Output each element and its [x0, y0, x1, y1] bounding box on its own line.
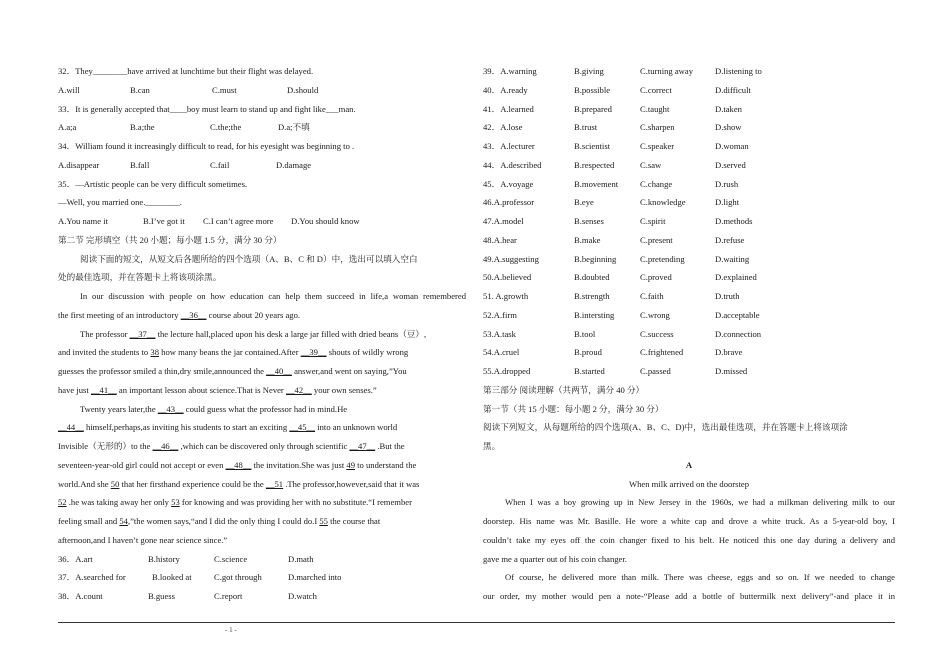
option: B.make: [574, 234, 601, 245]
blank-41: __41__: [90, 384, 117, 395]
option: D.rush: [715, 178, 739, 189]
question-options-row: [483, 175, 895, 194]
question-options-row: [483, 268, 895, 287]
passage-line: Twenty years later,the __43__ could guess what the professor had in mind.He: [80, 403, 348, 414]
option: B.fall: [130, 159, 150, 170]
passage-line: Invisible（无形的）to the __46__ ,which can be discovered only through scientific __47__ .But the: [58, 441, 405, 451]
option: D.served: [715, 159, 746, 170]
question-33-options: [58, 118, 466, 137]
option: C.frightened: [640, 347, 684, 358]
blank-40: __40__: [266, 366, 292, 376]
option: D.methods: [715, 216, 753, 226]
option: 36．A.art: [58, 553, 93, 564]
option: C.I can’t agree more: [203, 216, 274, 226]
option: C.passed: [640, 366, 671, 376]
option: D.light: [715, 197, 740, 208]
option: A.a;a: [58, 122, 77, 133]
question-35-options: [58, 212, 466, 231]
option: 53.A.task: [483, 328, 516, 339]
option: D.difficult: [715, 84, 751, 95]
option: 52.A.firm: [483, 309, 517, 320]
option: C.sharpen: [640, 122, 675, 133]
option: D.explained: [715, 272, 757, 283]
option: D.taken: [715, 103, 742, 114]
reading-line: our order, my mother would pen a note-“Please add a bottle of buttermilk next delivery”-and place it in: [483, 591, 895, 601]
option: C.knowledge: [640, 197, 686, 208]
question-34-options: [58, 156, 466, 175]
blank-44: __44__: [58, 422, 84, 433]
option: D.show: [715, 122, 742, 133]
passage-line: the first meeting of an introductory __36__ course about 20 years ago.: [58, 309, 301, 320]
option: D.should: [287, 84, 319, 95]
option: B.intersting: [574, 309, 615, 320]
blank-54: 54: [119, 516, 128, 526]
question-37-options: [58, 568, 466, 587]
blank-55: 55: [319, 516, 328, 526]
passage-line: feeling small and 54,”the women says,“and I did the only thing I could do.I 55 the course that: [58, 516, 381, 526]
option: B.senses: [574, 216, 604, 226]
question-35: 35．—Artistic people can be very difficult sometimes.: [58, 178, 248, 189]
question-options-row: [483, 325, 895, 344]
passage-letter: A: [685, 459, 693, 470]
option: C.spirit: [640, 216, 666, 226]
section-title: 第一节（共 15 小题：每小题 2 分，满分 30 分）: [483, 403, 664, 414]
option: B.strength: [574, 291, 610, 301]
option: 49.A.suggesting: [483, 253, 539, 264]
option: D.You should know: [291, 216, 360, 226]
blank-36: __36__: [180, 309, 207, 320]
option: 43．A.lecturer: [483, 141, 535, 151]
blank-53: 53: [171, 497, 180, 508]
option: C.the;the: [210, 122, 242, 133]
option: 42．A.lose: [483, 122, 523, 133]
question-options-row: [483, 287, 895, 306]
option: C.taught: [640, 103, 670, 114]
passage-line: guesses the professor smiled a thin,dry smile,announced the __40__ answer,and went on saying,”You: [58, 366, 407, 376]
option: A.will: [58, 84, 80, 95]
option: B.proud: [574, 347, 602, 358]
option: 46.A.professor: [483, 197, 535, 208]
question-38-options: [58, 587, 466, 606]
option: B.can: [130, 84, 150, 95]
question-32: 32．They________have arrived at lunchtime but their flight was delayed.: [58, 66, 314, 76]
passage-title: When milk arrived on the doorstep: [628, 478, 750, 489]
option: C.proved: [640, 272, 672, 283]
option: D.watch: [288, 591, 317, 601]
question-options-row: [483, 118, 895, 137]
section-title: 第二节 完形填空（共 20 小题；每小题 1.5 分，满分 30 分）: [58, 234, 282, 245]
option: 47.A.model: [483, 216, 524, 226]
question-options-row: [483, 81, 895, 100]
option: D.brave: [715, 347, 743, 358]
question-34: 34．William found it increasingly difficult to read, for his eyesight was beginning to .: [58, 141, 355, 151]
blank-43: __43__: [157, 403, 184, 414]
option: C.got through: [214, 572, 262, 583]
right-column: [483, 62, 895, 606]
option: A.You name it: [58, 216, 108, 226]
option: B.looked at: [152, 572, 192, 583]
blank-51: __51: [265, 478, 284, 489]
option: D.a;不填: [278, 122, 310, 133]
option: B.started: [574, 366, 605, 376]
passage-line: __44__ himself,perhaps,as inviting his students to start an exciting __45__ into an unknown world: [58, 422, 398, 433]
passage-line: 52 .he was taking away her only 53 for knowing and was providing her with no substitute.“I remember: [58, 497, 412, 508]
option: D.connection: [715, 328, 762, 339]
options-list: [483, 62, 895, 381]
reading-line: couldn’t take my eyes off the coin changer fixed to his belt. He noticed this one day during a delivery and: [483, 534, 895, 545]
page-number: - 1 -: [225, 626, 237, 634]
question-options-row: [483, 212, 895, 231]
option: 41．A.learned: [483, 103, 534, 114]
option: D.waiting: [715, 253, 750, 264]
option: C.speaker: [640, 141, 675, 151]
option: D.math: [288, 553, 314, 564]
passage-line: In our discussion with people on how education can help them succeed in life,a woman remembered: [80, 291, 466, 301]
question-options-row: [483, 137, 895, 156]
blank-38: 38: [150, 347, 159, 358]
section-instructions: 阅读下列短文，从每题所给的四个选项(A、B、C、D)中，选出最佳选项，并在答题卡上将该项涂: [483, 422, 848, 433]
blank-45: __45__: [289, 422, 316, 433]
question-options-row: [483, 250, 895, 269]
reading-line: doorstep. His name was Mr. Basille. He wore a white cap and drove a white truck. As a 5-year-old boy, I: [483, 516, 895, 526]
reading-line: When I was a boy growing up in New Jersey in the 1960s, we had a milkman delivering milk to our: [505, 497, 895, 508]
question-36-options: [58, 550, 466, 569]
question-options-row: [483, 62, 895, 81]
question-options-row: [483, 231, 895, 250]
blank-37: __37__: [129, 328, 156, 339]
blank-39: __39__: [300, 347, 327, 358]
reading-line: gave me a quarter out of his coin changer.: [483, 553, 627, 564]
passage-line: and invited the students to 38 how many beans the jar contained.After __39__ shouts of wildly wrong: [58, 347, 409, 358]
option: 38．A.count: [58, 591, 103, 601]
passage-line: have just __41__ an important lesson about science.That is Never __42__ your own senses.”: [58, 384, 377, 395]
reading-line: Of course, he delivered more than milk. There was cheese, eggs and so on. If we needed to change: [505, 572, 895, 583]
option: 37．A.searched for: [58, 572, 126, 583]
option: C.change: [640, 178, 673, 189]
option: B.doubted: [574, 272, 610, 283]
option: 54.A.cruel: [483, 347, 520, 358]
option: 50.A.believed: [483, 272, 532, 283]
option: D.truth: [715, 291, 740, 301]
option: C.success: [640, 328, 674, 339]
option: C.present: [640, 234, 673, 245]
option: 51. A.growth: [483, 291, 529, 301]
option: B.trust: [574, 122, 598, 133]
option: 39．A.warning: [483, 66, 537, 76]
blank-49: 49: [346, 459, 355, 470]
option: C.science: [214, 553, 248, 564]
option: B.giving: [574, 66, 604, 76]
option: 45．A.voyage: [483, 178, 534, 189]
option: D.missed: [715, 366, 748, 376]
option: B.tool: [574, 328, 596, 339]
section-instructions: 处的最佳选项，并在答题卡上将该项涂黑。: [58, 272, 222, 283]
option: C.saw: [640, 159, 662, 170]
blank-52: 52: [58, 497, 67, 508]
option: B.beginning: [574, 253, 617, 264]
question-33: 33．It is generally accepted that____boy must learn to stand up and fight like___man.: [58, 103, 356, 114]
option: B.movement: [574, 178, 619, 189]
blank-48: __48__: [225, 459, 252, 470]
option: 44．A.described: [483, 159, 542, 170]
option: C.faith: [640, 291, 664, 301]
option: B.prepared: [574, 103, 612, 114]
option: C.pretending: [640, 253, 685, 264]
question-options-row: [483, 362, 895, 381]
option: C.wrong: [640, 309, 670, 320]
question-options-row: [483, 100, 895, 119]
option: 40．A.ready: [483, 84, 528, 95]
option: B.possible: [574, 84, 611, 95]
blank-46: __46__: [152, 441, 179, 451]
question-35-dialogue: —Well, you married one.________.: [58, 197, 182, 208]
option: B.a;the: [130, 122, 155, 133]
option: B.guess: [148, 591, 175, 601]
option: C.turning away: [640, 66, 693, 76]
question-32-options: [58, 81, 466, 100]
option: C.report: [214, 591, 243, 601]
option: B.history: [148, 553, 180, 564]
option: B.respected: [574, 159, 615, 170]
left-column: [58, 62, 466, 606]
option: D.damage: [276, 159, 312, 170]
option: D.acceptable: [715, 309, 760, 320]
question-options-row: [483, 193, 895, 212]
question-options-row: [483, 343, 895, 362]
section-instructions: 黑。: [483, 441, 501, 451]
option: C.correct: [640, 84, 672, 95]
option: C.must: [212, 84, 237, 95]
blank-50: 50: [110, 478, 120, 489]
passage-line: afternoon,and I haven’t gone near science since.”: [58, 534, 228, 545]
passage-line: The professor __37__ the lecture hall,placed upon his desk a large jar filled with dried beans（豆）,: [80, 328, 427, 339]
option: D.marched into: [288, 572, 342, 583]
option: C.fail: [210, 159, 230, 170]
option: B.scientist: [574, 141, 611, 151]
passage-line: world.And she 50 that her firsthand experience could be the __51 .The professor,however,said that it was: [58, 478, 420, 489]
option: D.refuse: [715, 234, 745, 245]
footer-divider: [58, 622, 895, 623]
option: 55.A.dropped: [483, 366, 531, 376]
option: D.listening to: [715, 66, 762, 76]
option: B.eye: [574, 197, 594, 208]
blank-42: __42__: [285, 384, 312, 395]
option: B.I’ve got it: [143, 216, 185, 226]
section-instructions: 阅读下面的短文，从短文后各题所给的四个选项（A、B、C 和 D）中，选出可以填入空白: [80, 253, 418, 264]
option: 48.A.hear: [483, 234, 517, 245]
option: A.disappear: [58, 159, 100, 170]
part-title: 第三部分 阅读理解（共两节，满分 40 分）: [483, 384, 645, 395]
passage-line: seventeen-year-old girl could not accept or even __48__ the invitation.She was just 49 to understand the: [58, 459, 417, 470]
question-options-row: [483, 156, 895, 175]
option: D.woman: [715, 141, 749, 151]
blank-47: __47__: [349, 441, 376, 451]
question-options-row: [483, 306, 895, 325]
